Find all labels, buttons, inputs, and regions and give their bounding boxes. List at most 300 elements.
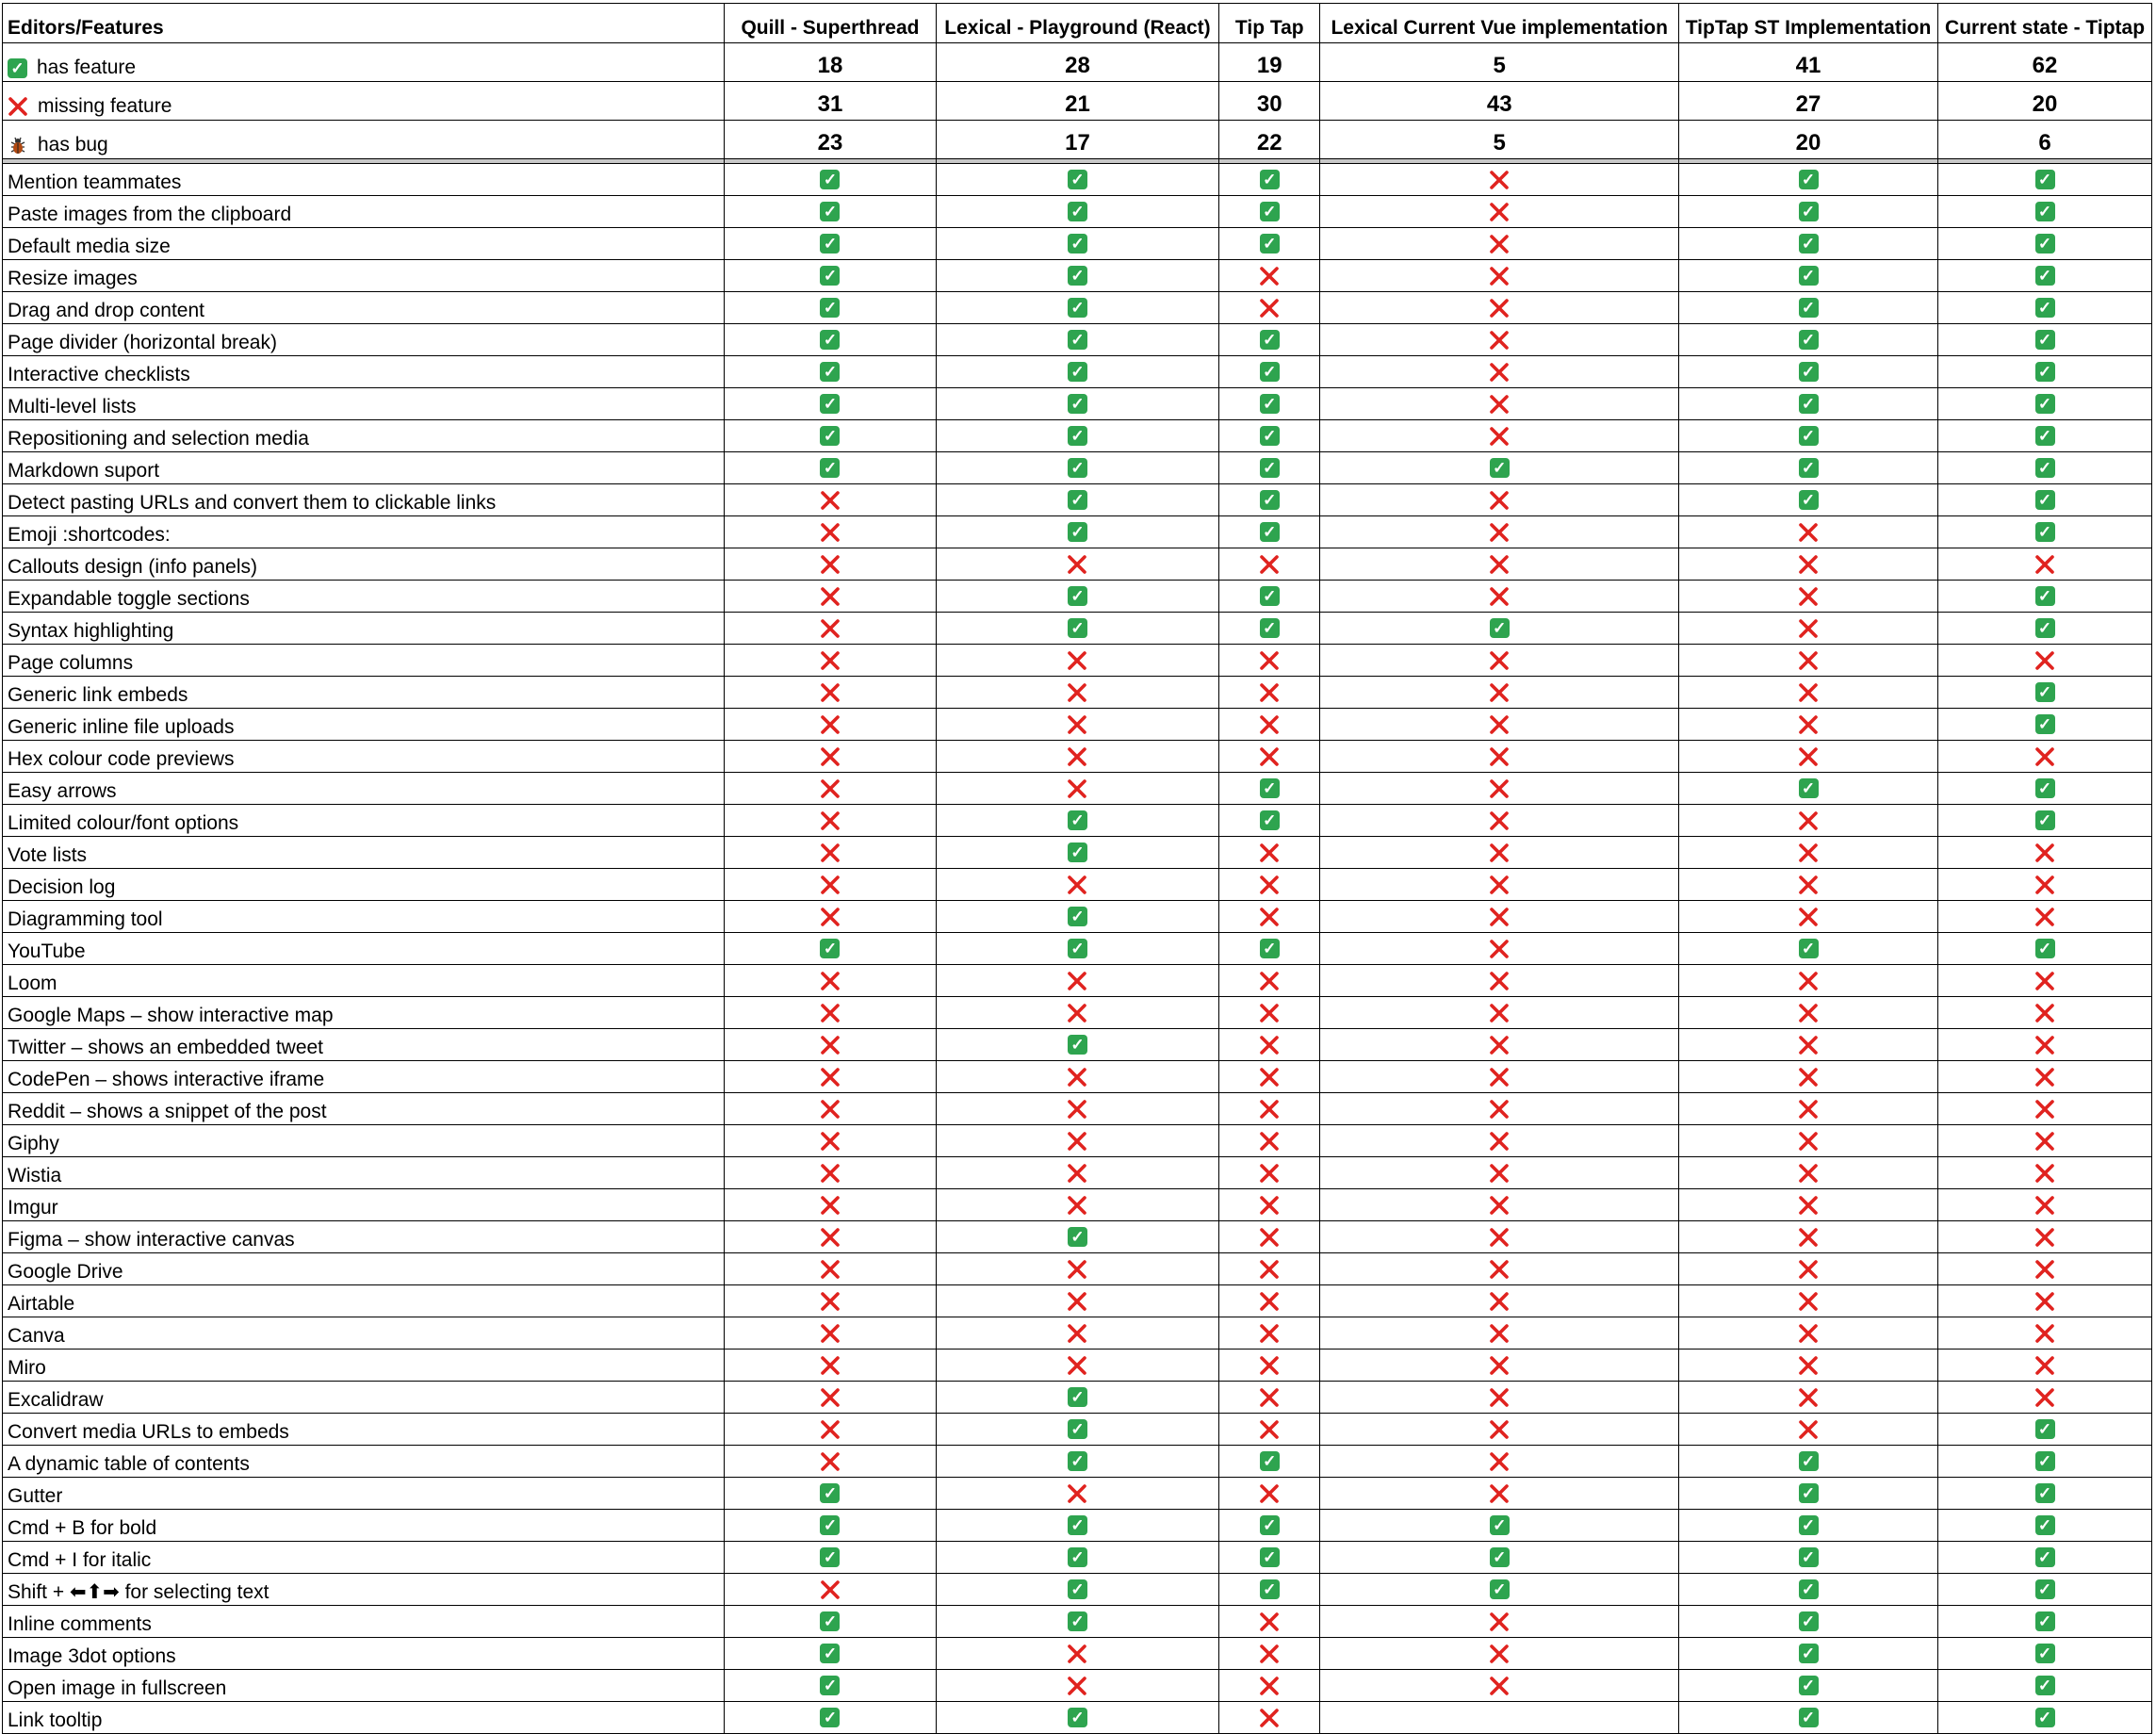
feature-cell-quill[interactable] (725, 1029, 937, 1061)
feature-cell-lexical-vue[interactable] (1320, 805, 1679, 837)
feature-cell-lexical-playground[interactable] (936, 1574, 1218, 1606)
feature-cell-current-tiptap[interactable] (1938, 1702, 2152, 1734)
feature-cell-lexical-playground[interactable] (936, 1029, 1218, 1061)
feature-cell-tiptap-st[interactable] (1678, 1029, 1937, 1061)
feature-name-cell[interactable]: Google Drive (3, 1253, 725, 1285)
feature-cell-tiptap[interactable] (1219, 1317, 1320, 1350)
feature-cell-lexical-vue[interactable] (1320, 548, 1679, 581)
feature-name-cell[interactable]: Hex colour code previews (3, 741, 725, 773)
summary-count-tiptap[interactable]: 19 (1219, 43, 1320, 82)
summary-count-quill[interactable]: 31 (725, 82, 937, 121)
feature-name-cell[interactable]: Reddit – shows a snippet of the post (3, 1093, 725, 1125)
feature-cell-tiptap-st[interactable] (1678, 1510, 1937, 1542)
feature-cell-lexical-playground[interactable] (936, 933, 1218, 965)
feature-cell-lexical-playground[interactable] (936, 773, 1218, 805)
feature-name-cell[interactable]: Wistia (3, 1157, 725, 1189)
feature-cell-tiptap[interactable] (1219, 1157, 1320, 1189)
feature-cell-tiptap-st[interactable] (1678, 452, 1937, 484)
feature-cell-tiptap-st[interactable] (1678, 1061, 1937, 1093)
feature-cell-tiptap[interactable] (1219, 965, 1320, 997)
feature-cell-current-tiptap[interactable] (1938, 260, 2152, 292)
feature-cell-lexical-playground[interactable] (936, 420, 1218, 452)
feature-cell-tiptap-st[interactable] (1678, 1125, 1937, 1157)
feature-cell-tiptap-st[interactable] (1678, 1253, 1937, 1285)
feature-cell-tiptap-st[interactable] (1678, 1414, 1937, 1446)
feature-cell-quill[interactable] (725, 709, 937, 741)
feature-cell-quill[interactable] (725, 997, 937, 1029)
feature-cell-lexical-playground[interactable] (936, 581, 1218, 613)
feature-cell-tiptap-st[interactable] (1678, 516, 1937, 548)
header-col-tiptap[interactable]: Tip Tap (1219, 4, 1320, 43)
summary-count-current-tiptap[interactable]: 6 (1938, 121, 2152, 159)
feature-cell-current-tiptap[interactable] (1938, 452, 2152, 484)
feature-name-cell[interactable]: Drag and drop content (3, 292, 725, 324)
feature-cell-quill[interactable] (725, 1221, 937, 1253)
feature-cell-lexical-playground[interactable] (936, 484, 1218, 516)
feature-name-cell[interactable]: Canva (3, 1317, 725, 1350)
feature-cell-quill[interactable] (725, 933, 937, 965)
feature-cell-tiptap[interactable] (1219, 1093, 1320, 1125)
header-col-tiptap-st[interactable]: TipTap ST Implementation (1678, 4, 1937, 43)
feature-cell-tiptap-st[interactable] (1678, 1702, 1937, 1734)
feature-cell-current-tiptap[interactable] (1938, 805, 2152, 837)
summary-count-tiptap-st[interactable]: 27 (1678, 82, 1937, 121)
feature-cell-lexical-vue[interactable] (1320, 1670, 1679, 1702)
feature-cell-lexical-vue[interactable] (1320, 901, 1679, 933)
feature-name-cell[interactable]: Easy arrows (3, 773, 725, 805)
feature-cell-tiptap[interactable] (1219, 420, 1320, 452)
feature-cell-tiptap[interactable] (1219, 1574, 1320, 1606)
feature-cell-quill[interactable] (725, 1510, 937, 1542)
feature-cell-lexical-playground[interactable] (936, 997, 1218, 1029)
header-col-quill[interactable]: Quill - Superthread (725, 4, 937, 43)
feature-cell-quill[interactable] (725, 164, 937, 196)
feature-cell-tiptap[interactable] (1219, 805, 1320, 837)
feature-cell-tiptap-st[interactable] (1678, 1638, 1937, 1670)
feature-cell-tiptap[interactable] (1219, 901, 1320, 933)
feature-cell-lexical-vue[interactable] (1320, 1285, 1679, 1317)
feature-cell-lexical-vue[interactable] (1320, 1702, 1679, 1734)
feature-cell-lexical-playground[interactable] (936, 709, 1218, 741)
feature-cell-quill[interactable] (725, 260, 937, 292)
feature-cell-current-tiptap[interactable] (1938, 1510, 2152, 1542)
feature-cell-tiptap[interactable] (1219, 581, 1320, 613)
feature-cell-lexical-playground[interactable] (936, 1317, 1218, 1350)
feature-name-cell[interactable]: Excalidraw (3, 1382, 725, 1414)
feature-name-cell[interactable]: Convert media URLs to embeds (3, 1414, 725, 1446)
feature-cell-quill[interactable] (725, 805, 937, 837)
summary-count-quill[interactable]: 23 (725, 121, 937, 159)
feature-name-cell[interactable]: Multi-level lists (3, 388, 725, 420)
feature-cell-lexical-playground[interactable] (936, 677, 1218, 709)
feature-cell-quill[interactable] (725, 388, 937, 420)
feature-cell-lexical-playground[interactable] (936, 164, 1218, 196)
feature-cell-tiptap-st[interactable] (1678, 709, 1937, 741)
feature-cell-lexical-playground[interactable] (936, 1125, 1218, 1157)
feature-cell-lexical-playground[interactable] (936, 1670, 1218, 1702)
feature-cell-quill[interactable] (725, 356, 937, 388)
feature-cell-lexical-vue[interactable] (1320, 1029, 1679, 1061)
feature-cell-lexical-vue[interactable] (1320, 196, 1679, 228)
feature-cell-lexical-vue[interactable] (1320, 1093, 1679, 1125)
feature-cell-quill[interactable] (725, 645, 937, 677)
feature-cell-lexical-playground[interactable] (936, 452, 1218, 484)
feature-cell-tiptap[interactable] (1219, 1510, 1320, 1542)
feature-cell-tiptap-st[interactable] (1678, 324, 1937, 356)
feature-cell-current-tiptap[interactable] (1938, 645, 2152, 677)
feature-cell-lexical-vue[interactable] (1320, 1157, 1679, 1189)
summary-label-cell[interactable] (3, 43, 725, 82)
feature-cell-lexical-vue[interactable] (1320, 1510, 1679, 1542)
feature-cell-tiptap[interactable] (1219, 1606, 1320, 1638)
feature-name-cell[interactable]: Detect pasting URLs and convert them to clickable links (3, 484, 725, 516)
feature-cell-quill[interactable] (725, 548, 937, 581)
feature-cell-current-tiptap[interactable] (1938, 1253, 2152, 1285)
feature-cell-quill[interactable] (725, 1382, 937, 1414)
feature-cell-lexical-vue[interactable] (1320, 1542, 1679, 1574)
feature-cell-current-tiptap[interactable] (1938, 1061, 2152, 1093)
feature-cell-tiptap-st[interactable] (1678, 1574, 1937, 1606)
feature-name-cell[interactable]: YouTube (3, 933, 725, 965)
feature-cell-tiptap-st[interactable] (1678, 773, 1937, 805)
feature-cell-tiptap-st[interactable] (1678, 1093, 1937, 1125)
feature-cell-lexical-playground[interactable] (936, 1606, 1218, 1638)
feature-name-cell[interactable]: Link tooltip (3, 1702, 725, 1734)
summary-count-tiptap[interactable]: 30 (1219, 82, 1320, 121)
feature-name-cell[interactable]: Loom (3, 965, 725, 997)
feature-cell-lexical-playground[interactable] (936, 645, 1218, 677)
summary-count-lexical-vue[interactable]: 5 (1320, 121, 1679, 159)
feature-name-cell[interactable]: Decision log (3, 869, 725, 901)
feature-cell-current-tiptap[interactable] (1938, 1382, 2152, 1414)
feature-cell-current-tiptap[interactable] (1938, 292, 2152, 324)
feature-cell-lexical-vue[interactable] (1320, 1478, 1679, 1510)
feature-cell-tiptap[interactable] (1219, 1061, 1320, 1093)
feature-cell-lexical-playground[interactable] (936, 1478, 1218, 1510)
feature-cell-lexical-playground[interactable] (936, 260, 1218, 292)
summary-count-tiptap-st[interactable]: 20 (1678, 121, 1937, 159)
feature-cell-lexical-vue[interactable] (1320, 997, 1679, 1029)
feature-cell-quill[interactable] (725, 1350, 937, 1382)
feature-cell-quill[interactable] (725, 292, 937, 324)
feature-cell-tiptap[interactable] (1219, 1350, 1320, 1382)
feature-cell-lexical-vue[interactable] (1320, 933, 1679, 965)
feature-cell-lexical-vue[interactable] (1320, 869, 1679, 901)
feature-cell-lexical-playground[interactable] (936, 1093, 1218, 1125)
feature-cell-lexical-playground[interactable] (936, 548, 1218, 581)
feature-cell-quill[interactable] (725, 420, 937, 452)
feature-cell-current-tiptap[interactable] (1938, 324, 2152, 356)
feature-cell-current-tiptap[interactable] (1938, 1606, 2152, 1638)
feature-cell-lexical-vue[interactable] (1320, 1317, 1679, 1350)
feature-cell-tiptap-st[interactable] (1678, 1478, 1937, 1510)
feature-cell-tiptap-st[interactable] (1678, 420, 1937, 452)
summary-count-lexical-playground[interactable]: 17 (936, 121, 1218, 159)
feature-cell-lexical-vue[interactable] (1320, 1253, 1679, 1285)
feature-cell-lexical-playground[interactable] (936, 869, 1218, 901)
feature-cell-current-tiptap[interactable] (1938, 773, 2152, 805)
feature-cell-lexical-playground[interactable] (936, 837, 1218, 869)
feature-cell-lexical-vue[interactable] (1320, 645, 1679, 677)
feature-cell-tiptap[interactable] (1219, 484, 1320, 516)
feature-cell-tiptap[interactable] (1219, 228, 1320, 260)
feature-name-cell[interactable]: Repositioning and selection media (3, 420, 725, 452)
feature-cell-quill[interactable] (725, 901, 937, 933)
feature-cell-lexical-playground[interactable] (936, 1061, 1218, 1093)
feature-cell-tiptap-st[interactable] (1678, 164, 1937, 196)
feature-cell-current-tiptap[interactable] (1938, 484, 2152, 516)
header-col-current-tiptap[interactable]: Current state - Tiptap (1938, 4, 2152, 43)
feature-name-cell[interactable]: Image 3dot options (3, 1638, 725, 1670)
feature-cell-lexical-playground[interactable] (936, 1446, 1218, 1478)
summary-count-quill[interactable]: 18 (725, 43, 937, 82)
feature-cell-tiptap-st[interactable] (1678, 741, 1937, 773)
feature-cell-current-tiptap[interactable] (1938, 965, 2152, 997)
feature-cell-tiptap-st[interactable] (1678, 1317, 1937, 1350)
feature-cell-current-tiptap[interactable] (1938, 1189, 2152, 1221)
feature-cell-lexical-vue[interactable] (1320, 1125, 1679, 1157)
feature-cell-lexical-playground[interactable] (936, 1253, 1218, 1285)
feature-cell-lexical-playground[interactable] (936, 324, 1218, 356)
feature-cell-current-tiptap[interactable] (1938, 837, 2152, 869)
feature-cell-tiptap[interactable] (1219, 1670, 1320, 1702)
feature-cell-current-tiptap[interactable] (1938, 1093, 2152, 1125)
feature-cell-tiptap-st[interactable] (1678, 837, 1937, 869)
header-editors-features[interactable]: Editors/Features (3, 4, 725, 43)
feature-cell-quill[interactable] (725, 1189, 937, 1221)
feature-cell-quill[interactable] (725, 1285, 937, 1317)
feature-cell-lexical-playground[interactable] (936, 388, 1218, 420)
feature-cell-tiptap-st[interactable] (1678, 1285, 1937, 1317)
feature-cell-lexical-vue[interactable] (1320, 260, 1679, 292)
feature-cell-tiptap[interactable] (1219, 1446, 1320, 1478)
feature-cell-lexical-playground[interactable] (936, 196, 1218, 228)
feature-cell-tiptap[interactable] (1219, 164, 1320, 196)
feature-cell-lexical-vue[interactable] (1320, 1638, 1679, 1670)
feature-cell-quill[interactable] (725, 1478, 937, 1510)
feature-cell-lexical-playground[interactable] (936, 516, 1218, 548)
feature-cell-lexical-vue[interactable] (1320, 388, 1679, 420)
feature-cell-tiptap-st[interactable] (1678, 677, 1937, 709)
feature-cell-lexical-vue[interactable] (1320, 837, 1679, 869)
feature-cell-current-tiptap[interactable] (1938, 1478, 2152, 1510)
feature-cell-quill[interactable] (725, 516, 937, 548)
summary-count-current-tiptap[interactable]: 20 (1938, 82, 2152, 121)
feature-name-cell[interactable]: Gutter (3, 1478, 725, 1510)
feature-cell-tiptap[interactable] (1219, 741, 1320, 773)
feature-cell-lexical-playground[interactable] (936, 613, 1218, 645)
feature-cell-lexical-vue[interactable] (1320, 164, 1679, 196)
feature-cell-tiptap-st[interactable] (1678, 1221, 1937, 1253)
feature-name-cell[interactable]: Paste images from the clipboard (3, 196, 725, 228)
feature-name-cell[interactable]: Generic link embeds (3, 677, 725, 709)
feature-cell-tiptap-st[interactable] (1678, 645, 1937, 677)
summary-label-cell[interactable] (3, 82, 725, 121)
feature-cell-lexical-vue[interactable] (1320, 677, 1679, 709)
feature-name-cell[interactable]: Open image in fullscreen (3, 1670, 725, 1702)
feature-name-cell[interactable]: Callouts design (info panels) (3, 548, 725, 581)
feature-cell-lexical-playground[interactable] (936, 1414, 1218, 1446)
summary-count-current-tiptap[interactable]: 62 (1938, 43, 2152, 82)
feature-cell-quill[interactable] (725, 1446, 937, 1478)
feature-name-cell[interactable]: Interactive checklists (3, 356, 725, 388)
feature-cell-quill[interactable] (725, 1093, 937, 1125)
feature-name-cell[interactable]: Mention teammates (3, 164, 725, 196)
feature-cell-quill[interactable] (725, 1574, 937, 1606)
feature-cell-lexical-vue[interactable] (1320, 581, 1679, 613)
feature-cell-tiptap-st[interactable] (1678, 997, 1937, 1029)
feature-cell-quill[interactable] (725, 741, 937, 773)
header-col-lexical-vue[interactable]: Lexical Current Vue implementation (1320, 4, 1679, 43)
feature-cell-tiptap-st[interactable] (1678, 356, 1937, 388)
feature-cell-quill[interactable] (725, 869, 937, 901)
feature-name-cell[interactable]: Default media size (3, 228, 725, 260)
feature-name-cell[interactable]: Giphy (3, 1125, 725, 1157)
feature-cell-current-tiptap[interactable] (1938, 709, 2152, 741)
feature-name-cell[interactable]: Cmd + B for bold (3, 1510, 725, 1542)
feature-name-cell[interactable]: Airtable (3, 1285, 725, 1317)
summary-count-lexical-vue[interactable]: 43 (1320, 82, 1679, 121)
feature-cell-tiptap[interactable] (1219, 292, 1320, 324)
feature-cell-current-tiptap[interactable] (1938, 1317, 2152, 1350)
feature-cell-tiptap-st[interactable] (1678, 1670, 1937, 1702)
feature-cell-current-tiptap[interactable] (1938, 581, 2152, 613)
feature-cell-current-tiptap[interactable] (1938, 1670, 2152, 1702)
feature-cell-quill[interactable] (725, 324, 937, 356)
feature-cell-tiptap[interactable] (1219, 645, 1320, 677)
feature-cell-current-tiptap[interactable] (1938, 388, 2152, 420)
feature-cell-tiptap-st[interactable] (1678, 1157, 1937, 1189)
feature-name-cell[interactable]: Inline comments (3, 1606, 725, 1638)
feature-cell-quill[interactable] (725, 452, 937, 484)
feature-cell-current-tiptap[interactable] (1938, 1414, 2152, 1446)
feature-cell-lexical-vue[interactable] (1320, 773, 1679, 805)
feature-cell-current-tiptap[interactable] (1938, 1029, 2152, 1061)
feature-name-cell[interactable]: Imgur (3, 1189, 725, 1221)
feature-cell-tiptap[interactable] (1219, 613, 1320, 645)
feature-cell-quill[interactable] (725, 228, 937, 260)
feature-cell-quill[interactable] (725, 1670, 937, 1702)
feature-cell-lexical-vue[interactable] (1320, 709, 1679, 741)
feature-cell-tiptap[interactable] (1219, 1638, 1320, 1670)
feature-cell-tiptap[interactable] (1219, 997, 1320, 1029)
feature-cell-lexical-playground[interactable] (936, 1382, 1218, 1414)
feature-name-cell[interactable]: Expandable toggle sections (3, 581, 725, 613)
summary-count-lexical-playground[interactable]: 28 (936, 43, 1218, 82)
feature-cell-current-tiptap[interactable] (1938, 420, 2152, 452)
feature-cell-tiptap[interactable] (1219, 1189, 1320, 1221)
feature-cell-lexical-vue[interactable] (1320, 228, 1679, 260)
summary-count-lexical-vue[interactable]: 5 (1320, 43, 1679, 82)
feature-name-cell[interactable]: A dynamic table of contents (3, 1446, 725, 1478)
feature-cell-tiptap[interactable] (1219, 1029, 1320, 1061)
feature-cell-lexical-vue[interactable] (1320, 1382, 1679, 1414)
feature-cell-tiptap-st[interactable] (1678, 228, 1937, 260)
feature-cell-lexical-vue[interactable] (1320, 1221, 1679, 1253)
feature-cell-tiptap[interactable] (1219, 1285, 1320, 1317)
feature-cell-lexical-playground[interactable] (936, 228, 1218, 260)
feature-cell-lexical-vue[interactable] (1320, 741, 1679, 773)
feature-name-cell[interactable]: Page columns (3, 645, 725, 677)
feature-cell-tiptap-st[interactable] (1678, 1606, 1937, 1638)
feature-cell-lexical-playground[interactable] (936, 1350, 1218, 1382)
feature-cell-lexical-vue[interactable] (1320, 356, 1679, 388)
summary-count-lexical-playground[interactable]: 21 (936, 82, 1218, 121)
feature-cell-quill[interactable] (725, 1317, 937, 1350)
feature-cell-current-tiptap[interactable] (1938, 869, 2152, 901)
feature-cell-lexical-vue[interactable] (1320, 516, 1679, 548)
feature-cell-quill[interactable] (725, 1542, 937, 1574)
feature-cell-lexical-vue[interactable] (1320, 1446, 1679, 1478)
feature-cell-tiptap[interactable] (1219, 260, 1320, 292)
summary-count-tiptap-st[interactable]: 41 (1678, 43, 1937, 82)
feature-cell-quill[interactable] (725, 773, 937, 805)
feature-cell-lexical-vue[interactable] (1320, 1189, 1679, 1221)
feature-cell-lexical-playground[interactable] (936, 356, 1218, 388)
feature-cell-tiptap-st[interactable] (1678, 613, 1937, 645)
feature-cell-current-tiptap[interactable] (1938, 196, 2152, 228)
feature-name-cell[interactable]: Google Maps – show interactive map (3, 997, 725, 1029)
feature-cell-tiptap-st[interactable] (1678, 548, 1937, 581)
feature-cell-lexical-playground[interactable] (936, 1157, 1218, 1189)
feature-cell-quill[interactable] (725, 613, 937, 645)
feature-cell-lexical-playground[interactable] (936, 1510, 1218, 1542)
feature-cell-tiptap[interactable] (1219, 1414, 1320, 1446)
feature-name-cell[interactable]: Twitter – shows an embedded tweet (3, 1029, 725, 1061)
feature-cell-lexical-vue[interactable] (1320, 965, 1679, 997)
feature-cell-quill[interactable] (725, 196, 937, 228)
feature-cell-current-tiptap[interactable] (1938, 164, 2152, 196)
feature-cell-tiptap-st[interactable] (1678, 260, 1937, 292)
feature-cell-quill[interactable] (725, 965, 937, 997)
feature-cell-tiptap-st[interactable] (1678, 965, 1937, 997)
feature-cell-current-tiptap[interactable] (1938, 516, 2152, 548)
feature-cell-lexical-vue[interactable] (1320, 613, 1679, 645)
feature-cell-tiptap-st[interactable] (1678, 1350, 1937, 1382)
feature-cell-tiptap[interactable] (1219, 677, 1320, 709)
feature-cell-tiptap-st[interactable] (1678, 933, 1937, 965)
feature-name-cell[interactable]: Diagramming tool (3, 901, 725, 933)
feature-cell-tiptap[interactable] (1219, 837, 1320, 869)
feature-cell-quill[interactable] (725, 1125, 937, 1157)
feature-cell-tiptap-st[interactable] (1678, 196, 1937, 228)
feature-cell-lexical-playground[interactable] (936, 1285, 1218, 1317)
feature-name-cell[interactable]: Figma – show interactive canvas (3, 1221, 725, 1253)
feature-cell-quill[interactable] (725, 484, 937, 516)
feature-cell-lexical-vue[interactable] (1320, 1350, 1679, 1382)
feature-name-cell[interactable]: Emoji :shortcodes: (3, 516, 725, 548)
feature-cell-tiptap[interactable] (1219, 933, 1320, 965)
feature-cell-tiptap[interactable] (1219, 1253, 1320, 1285)
feature-cell-quill[interactable] (725, 1638, 937, 1670)
feature-cell-lexical-playground[interactable] (936, 1542, 1218, 1574)
feature-name-cell[interactable]: Page divider (horizontal break) (3, 324, 725, 356)
feature-name-cell[interactable]: Markdown suport (3, 452, 725, 484)
feature-cell-quill[interactable] (725, 677, 937, 709)
feature-cell-quill[interactable] (725, 1606, 937, 1638)
feature-cell-tiptap[interactable] (1219, 1221, 1320, 1253)
feature-cell-tiptap[interactable] (1219, 1382, 1320, 1414)
feature-cell-tiptap[interactable] (1219, 548, 1320, 581)
feature-name-cell[interactable]: Syntax highlighting (3, 613, 725, 645)
feature-cell-tiptap-st[interactable] (1678, 1446, 1937, 1478)
feature-cell-tiptap[interactable] (1219, 709, 1320, 741)
feature-cell-current-tiptap[interactable] (1938, 1125, 2152, 1157)
feature-cell-current-tiptap[interactable] (1938, 1157, 2152, 1189)
feature-cell-tiptap[interactable] (1219, 869, 1320, 901)
feature-cell-lexical-playground[interactable] (936, 292, 1218, 324)
feature-cell-lexical-vue[interactable] (1320, 484, 1679, 516)
